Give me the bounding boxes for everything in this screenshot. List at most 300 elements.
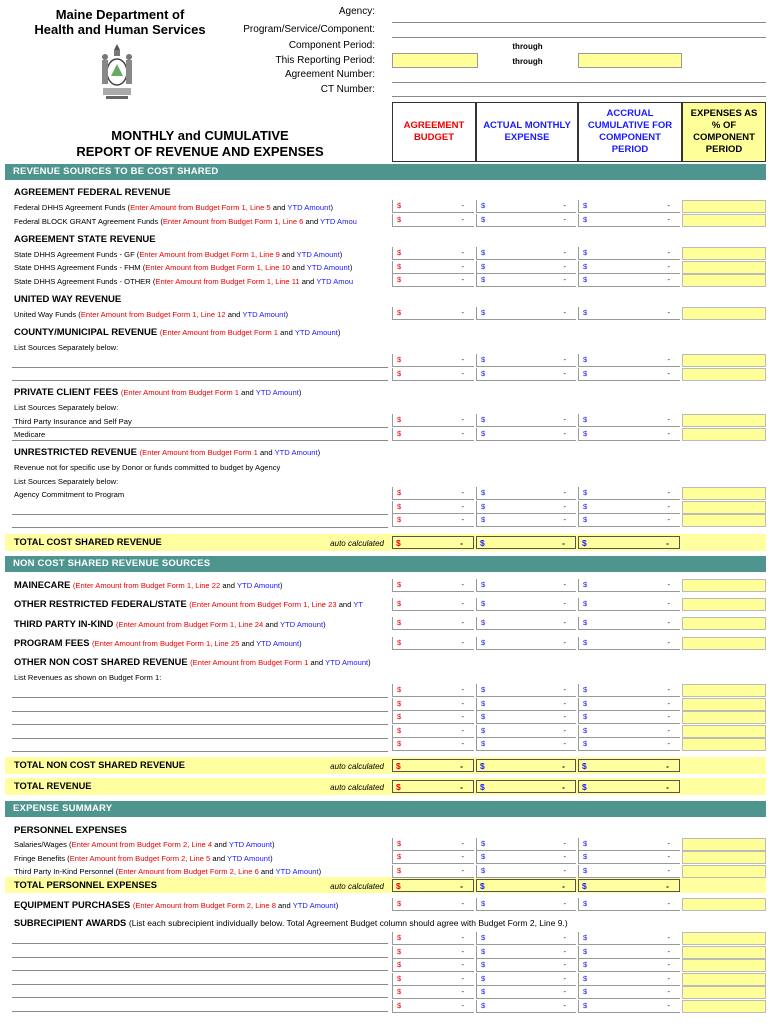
county-source-line-2[interactable] (12, 380, 388, 381)
medicare-line (12, 440, 388, 441)
agreement-budget-cell[interactable] (392, 307, 474, 320)
amount-value: - (461, 712, 464, 721)
agreement-budget-total (392, 879, 474, 892)
dollar-sign: $ (583, 215, 588, 224)
oncs-line-3[interactable] (12, 724, 388, 725)
dollar-sign: $ (396, 538, 401, 548)
amount-value: - (461, 355, 464, 364)
accrual-cell[interactable] (578, 865, 680, 878)
amount-value: - (563, 599, 566, 608)
accrual-cell[interactable] (578, 501, 680, 514)
expenses-pct-cell[interactable] (682, 711, 766, 724)
actual-monthly-cell[interactable] (476, 617, 576, 630)
dollar-sign: $ (397, 987, 402, 996)
row-medicare: Medicare (14, 430, 46, 439)
actual-monthly-cell[interactable] (476, 637, 576, 650)
sect-united-way: UNITED WAY REVENUE (14, 294, 122, 305)
agreement-budget-cell[interactable] (392, 414, 474, 427)
agreement-budget-cell[interactable] (392, 959, 474, 972)
amount-value: - (667, 488, 670, 497)
agreement-budget-cell[interactable] (392, 579, 474, 592)
expenses-pct-cell[interactable] (682, 946, 766, 959)
agreement-budget-cell[interactable] (392, 898, 474, 911)
actual-monthly-cell[interactable] (476, 428, 576, 441)
amount-value: - (667, 987, 670, 996)
dollar-sign: $ (583, 515, 588, 524)
dollar-sign: $ (397, 415, 402, 424)
dollar-sign: $ (481, 429, 486, 438)
expenses-pct-cell[interactable] (682, 514, 766, 527)
col-accrual: ACCRUAL CUMULATIVE FOR COMPONENT PERIOD (578, 102, 682, 162)
actual-monthly-cell[interactable] (476, 851, 576, 864)
expenses-pct-cell[interactable] (682, 307, 766, 320)
actual-monthly-cell[interactable] (476, 247, 576, 260)
actual-monthly-cell[interactable] (476, 414, 576, 427)
agreement-budget-cell[interactable] (392, 986, 474, 999)
sub-line-5[interactable] (12, 997, 388, 998)
expenses-pct-cell[interactable] (682, 973, 766, 986)
agreement-budget-cell[interactable] (392, 428, 474, 441)
amount-value: - (563, 933, 566, 942)
amount-value: - (461, 248, 464, 257)
dollar-sign: $ (583, 852, 588, 861)
oncs-line-1[interactable] (12, 697, 388, 698)
accrual-cell[interactable] (578, 428, 680, 441)
dollar-sign: $ (397, 262, 402, 271)
actual-monthly-cell[interactable] (476, 684, 576, 697)
amount-value: - (563, 699, 566, 708)
expenses-pct-cell[interactable] (682, 598, 766, 611)
sub-line-4[interactable] (12, 984, 388, 985)
amount-value: - (667, 515, 670, 524)
unrestricted-line-2[interactable] (12, 514, 388, 515)
accrual-cell[interactable] (578, 247, 680, 260)
actual-monthly-total (476, 879, 576, 892)
actual-monthly-cell[interactable] (476, 354, 576, 367)
amount-value: - (460, 782, 463, 792)
amount-value: - (666, 761, 669, 771)
amount-value: - (461, 275, 464, 284)
amount-value: - (461, 502, 464, 511)
actual-monthly-cell[interactable] (476, 959, 576, 972)
dollar-sign: $ (481, 839, 486, 848)
expenses-pct-cell[interactable] (682, 368, 766, 381)
amount-value: - (666, 538, 669, 548)
actual-monthly-cell[interactable] (476, 932, 576, 945)
amount-value: - (461, 839, 464, 848)
agreement-budget-cell[interactable] (392, 501, 474, 514)
actual-monthly-cell[interactable] (476, 973, 576, 986)
dollar-sign: $ (583, 429, 588, 438)
dollar-sign: $ (583, 947, 588, 956)
county-source-line-1[interactable] (12, 367, 388, 368)
agreement-budget-cell[interactable] (392, 487, 474, 500)
dollar-sign: $ (583, 599, 588, 608)
expenses-pct-cell[interactable] (682, 986, 766, 999)
col-actual-monthly: ACTUAL MONTHLY EXPENSE (476, 102, 578, 162)
agreement-number-label: Agreement Number: (284, 69, 375, 80)
actual-monthly-cell[interactable] (476, 200, 576, 213)
expenses-pct-cell[interactable] (682, 932, 766, 945)
dollar-sign: $ (582, 538, 587, 548)
accrual-cell[interactable] (578, 711, 680, 724)
dollar-sign: $ (397, 685, 402, 694)
amount-value: - (667, 580, 670, 589)
agreement-budget-cell[interactable] (392, 354, 474, 367)
amount-value: - (562, 761, 565, 771)
agreement-budget-cell[interactable] (392, 725, 474, 738)
component-through: through (512, 42, 543, 51)
expenses-pct-cell[interactable] (682, 200, 766, 213)
amount-value: - (667, 599, 670, 608)
accrual-cell[interactable] (578, 274, 680, 287)
expenses-pct-cell[interactable] (682, 698, 766, 711)
dollar-sign: $ (397, 1001, 402, 1010)
accrual-cell[interactable] (578, 838, 680, 851)
row-third-party-personnel: Third Party In-Kind Personnel (Enter Amount from Budget Form 2, Line 6 and YTD Amount) (14, 867, 322, 876)
dollar-sign: $ (397, 712, 402, 721)
dollar-sign: $ (480, 881, 485, 891)
expenses-pct-cell[interactable] (682, 501, 766, 514)
actual-monthly-cell[interactable] (476, 261, 576, 274)
amount-value: - (667, 429, 670, 438)
col-agreement-budget: AGREEMENT BUDGET (392, 102, 476, 162)
dollar-sign: $ (481, 515, 486, 524)
list-revenues-note: List Revenues as shown on Budget Form 1: (14, 673, 162, 682)
expenses-pct-cell[interactable] (682, 428, 766, 441)
actual-monthly-total (476, 536, 576, 549)
expenses-pct-cell[interactable] (682, 838, 766, 851)
dollar-sign: $ (481, 502, 486, 511)
agreement-budget-cell[interactable] (392, 200, 474, 213)
agreement-budget-cell[interactable] (392, 637, 474, 650)
accrual-cell[interactable] (578, 1000, 680, 1013)
expenses-pct-cell[interactable] (682, 851, 766, 864)
actual-monthly-cell[interactable] (476, 487, 576, 500)
actual-monthly-cell[interactable] (476, 946, 576, 959)
sub-line-3[interactable] (12, 970, 388, 971)
accrual-total (578, 759, 680, 772)
amount-value: - (563, 369, 566, 378)
accrual-cell[interactable] (578, 851, 680, 864)
dollar-sign: $ (583, 308, 588, 317)
actual-monthly-cell[interactable] (476, 514, 576, 527)
amount-value: - (461, 947, 464, 956)
amount-value: - (563, 415, 566, 424)
amount-value: - (563, 215, 566, 224)
amount-value: - (461, 638, 464, 647)
actual-monthly-cell[interactable] (476, 214, 576, 227)
expenses-pct-cell[interactable] (682, 261, 766, 274)
amount-value: - (563, 488, 566, 497)
accrual-cell[interactable] (578, 598, 680, 611)
agreement-budget-cell[interactable] (392, 946, 474, 959)
reporting-through: through (512, 57, 543, 66)
amount-value: - (563, 618, 566, 627)
amount-value: - (667, 308, 670, 317)
dollar-sign: $ (583, 839, 588, 848)
dollar-sign: $ (481, 739, 486, 748)
expenses-pct-cell[interactable] (682, 959, 766, 972)
actual-monthly-cell[interactable] (476, 725, 576, 738)
expenses-pct-cell[interactable] (682, 487, 766, 500)
dollar-sign: $ (481, 215, 486, 224)
agreement-budget-cell[interactable] (392, 711, 474, 724)
dollar-sign: $ (481, 987, 486, 996)
total-non-cost-shared-label: TOTAL NON COST SHARED REVENUE (14, 760, 185, 770)
expenses-pct-cell[interactable] (682, 354, 766, 367)
auto-calc-1: auto calculated (330, 539, 384, 548)
oncs-line-2[interactable] (12, 711, 388, 712)
amount-value: - (461, 488, 464, 497)
dollar-sign: $ (481, 355, 486, 364)
agreement-budget-cell[interactable] (392, 684, 474, 697)
accrual-cell[interactable] (578, 200, 680, 213)
actual-monthly-cell[interactable] (476, 838, 576, 851)
accrual-cell[interactable] (578, 898, 680, 911)
amount-value: - (461, 369, 464, 378)
actual-monthly-cell[interactable] (476, 986, 576, 999)
actual-monthly-total (476, 780, 576, 793)
expenses-pct-cell[interactable] (682, 898, 766, 911)
actual-monthly-cell[interactable] (476, 579, 576, 592)
agreement-budget-cell[interactable] (392, 617, 474, 630)
dollar-sign: $ (397, 502, 402, 511)
dollar-sign: $ (481, 685, 486, 694)
amount-value: - (563, 974, 566, 983)
row-mainecare: MAINECARE (Enter Amount from Budget Form 1, Line 22 and YTD Amount) (14, 580, 283, 590)
expenses-pct-cell[interactable] (682, 274, 766, 287)
dollar-sign: $ (583, 987, 588, 996)
sub-line-2[interactable] (12, 957, 388, 958)
expenses-pct-cell[interactable] (682, 684, 766, 697)
agreement-budget-cell[interactable] (392, 698, 474, 711)
agency-input[interactable] (392, 22, 766, 23)
actual-monthly-cell[interactable] (476, 711, 576, 724)
accrual-cell[interactable] (578, 579, 680, 592)
agreement-budget-cell[interactable] (392, 514, 474, 527)
dollar-sign: $ (481, 947, 486, 956)
amount-value: - (563, 852, 566, 861)
accrual-cell[interactable] (578, 414, 680, 427)
accrual-cell[interactable] (578, 959, 680, 972)
amount-value: - (461, 580, 464, 589)
dollar-sign: $ (480, 538, 485, 548)
actual-monthly-cell[interactable] (476, 1000, 576, 1013)
actual-monthly-cell[interactable] (476, 898, 576, 911)
amount-value: - (667, 839, 670, 848)
amount-value: - (563, 739, 566, 748)
oncs-line-5[interactable] (12, 751, 388, 752)
accrual-cell[interactable] (578, 684, 680, 697)
dollar-sign: $ (397, 488, 402, 497)
agreement-budget-cell[interactable] (392, 1000, 474, 1013)
agreement-budget-total (392, 759, 474, 772)
amount-value: - (667, 685, 670, 694)
expenses-pct-cell[interactable] (682, 247, 766, 260)
accrual-cell[interactable] (578, 986, 680, 999)
county-list-note: List Sources Separately below: (14, 343, 119, 352)
program-input[interactable] (392, 37, 766, 38)
accrual-cell[interactable] (578, 368, 680, 381)
amount-value: - (461, 201, 464, 210)
amount-value: - (461, 308, 464, 317)
agency-label: Agency: (338, 6, 375, 17)
sub-line-1[interactable] (12, 943, 388, 944)
dollar-sign: $ (481, 899, 486, 908)
dollar-sign: $ (397, 275, 402, 284)
accrual-cell[interactable] (578, 725, 680, 738)
total-revenue-label: TOTAL REVENUE (14, 781, 92, 791)
row-state-fhm: State DHHS Agreement Funds - FHM (Enter Amount from Budget Form 1, Line 10 and YTD Amount) (14, 263, 353, 272)
dollar-sign: $ (397, 201, 402, 210)
agreement-budget-cell[interactable] (392, 368, 474, 381)
accrual-cell[interactable] (578, 261, 680, 274)
agreement-budget-cell[interactable] (392, 274, 474, 287)
band-expense-summary: EXPENSE SUMMARY (5, 801, 766, 817)
actual-monthly-cell[interactable] (476, 368, 576, 381)
accrual-cell[interactable] (578, 973, 680, 986)
row-equipment: EQUIPMENT PURCHASES (Enter Amount from Budget Form 2, Line 8 and YTD Amount) (14, 900, 339, 910)
amount-value: - (667, 618, 670, 627)
accrual-cell[interactable] (578, 617, 680, 630)
agreement-number-input[interactable] (392, 82, 766, 83)
accrual-cell[interactable] (578, 946, 680, 959)
sect-unrestricted: UNRESTRICTED REVENUE (Enter Amount from Budget Form 1 and YTD Amount) (14, 447, 321, 458)
row-agency-commitment: Agency Commitment to Program (14, 490, 125, 499)
expenses-pct-cell[interactable] (682, 617, 766, 630)
amount-value: - (562, 881, 565, 891)
dollar-sign: $ (397, 739, 402, 748)
dollar-sign: $ (397, 974, 402, 983)
unrestricted-list-note: List Sources Separately below: (14, 477, 119, 486)
unrestricted-note: Revenue not for specific use by Donor or funds committed to budget by Agency (14, 463, 281, 472)
amount-value: - (667, 262, 670, 271)
amount-value: - (461, 429, 464, 438)
amount-value: - (667, 415, 670, 424)
unrestricted-line-3[interactable] (12, 527, 388, 528)
dollar-sign: $ (397, 852, 402, 861)
expenses-pct-cell[interactable] (682, 865, 766, 878)
reporting-period-start-input[interactable] (392, 53, 478, 68)
agreement-budget-cell[interactable] (392, 838, 474, 851)
amount-value: - (667, 852, 670, 861)
dollar-sign: $ (480, 782, 485, 792)
sect-personnel: PERSONNEL EXPENSES (14, 825, 127, 836)
org-name-line2: Health and Human Services (34, 22, 206, 37)
sub-line-6[interactable] (12, 1011, 388, 1012)
accrual-cell[interactable] (578, 214, 680, 227)
agreement-budget-cell[interactable] (392, 247, 474, 260)
agreement-budget-cell[interactable] (392, 261, 474, 274)
amount-value: - (563, 638, 566, 647)
amount-value: - (563, 866, 566, 875)
dollar-sign: $ (481, 599, 486, 608)
oncs-line-4[interactable] (12, 738, 388, 739)
reporting-period-end-input[interactable] (578, 53, 682, 68)
amount-value: - (460, 538, 463, 548)
amount-value: - (461, 960, 464, 969)
expenses-pct-cell[interactable] (682, 1000, 766, 1013)
expenses-pct-cell[interactable] (682, 637, 766, 650)
dollar-sign: $ (397, 726, 402, 735)
agreement-budget-cell[interactable] (392, 865, 474, 878)
amount-value: - (563, 839, 566, 848)
maine-state-seal-icon (100, 42, 134, 100)
amount-value: - (667, 355, 670, 364)
agreement-budget-cell[interactable] (392, 598, 474, 611)
actual-monthly-cell[interactable] (476, 307, 576, 320)
amount-value: - (563, 726, 566, 735)
actual-monthly-cell[interactable] (476, 598, 576, 611)
agreement-budget-cell[interactable] (392, 214, 474, 227)
dollar-sign: $ (583, 275, 588, 284)
dollar-sign: $ (481, 638, 486, 647)
dollar-sign: $ (481, 308, 486, 317)
accrual-cell[interactable] (578, 738, 680, 751)
amount-value: - (563, 262, 566, 271)
accrual-cell[interactable] (578, 307, 680, 320)
agreement-budget-cell[interactable] (392, 932, 474, 945)
amount-value: - (563, 712, 566, 721)
agreement-budget-cell[interactable] (392, 973, 474, 986)
dollar-sign: $ (397, 933, 402, 942)
amount-value: - (667, 960, 670, 969)
sect-state: AGREEMENT STATE REVENUE (14, 234, 156, 245)
accrual-cell[interactable] (578, 487, 680, 500)
expenses-pct-cell[interactable] (682, 414, 766, 427)
expenses-pct-cell[interactable] (682, 738, 766, 751)
actual-monthly-cell[interactable] (476, 274, 576, 287)
actual-monthly-cell[interactable] (476, 501, 576, 514)
actual-monthly-cell[interactable] (476, 865, 576, 878)
dollar-sign: $ (481, 974, 486, 983)
dollar-sign: $ (583, 638, 588, 647)
auto-calc-2: auto calculated (330, 762, 384, 771)
amount-value: - (667, 947, 670, 956)
row-third-party-inkind: THIRD PARTY IN-KIND (Enter Amount from Budget Form 1, Line 24 and YTD Amount) (14, 619, 326, 629)
agreement-budget-cell[interactable] (392, 851, 474, 864)
expenses-pct-cell[interactable] (682, 214, 766, 227)
amount-value: - (667, 712, 670, 721)
accrual-total (578, 536, 680, 549)
accrual-total (578, 879, 680, 892)
accrual-cell[interactable] (578, 932, 680, 945)
expenses-pct-cell[interactable] (682, 579, 766, 592)
amount-value: - (562, 538, 565, 548)
dollar-sign: $ (397, 429, 402, 438)
ct-number-input[interactable] (392, 96, 766, 97)
amount-value: - (461, 1001, 464, 1010)
agreement-budget-cell[interactable] (392, 738, 474, 751)
accrual-cell[interactable] (578, 514, 680, 527)
accrual-cell[interactable] (578, 354, 680, 367)
actual-monthly-cell[interactable] (476, 738, 576, 751)
accrual-cell[interactable] (578, 637, 680, 650)
amount-value: - (563, 355, 566, 364)
ct-number-label: CT Number: (320, 84, 375, 95)
amount-value: - (461, 618, 464, 627)
actual-monthly-cell[interactable] (476, 698, 576, 711)
amount-value: - (562, 782, 565, 792)
dollar-sign: $ (481, 369, 486, 378)
accrual-cell[interactable] (578, 698, 680, 711)
agreement-budget-total (392, 780, 474, 793)
expenses-pct-cell[interactable] (682, 725, 766, 738)
amount-value: - (563, 960, 566, 969)
amount-value: - (461, 215, 464, 224)
dollar-sign: $ (582, 881, 587, 891)
